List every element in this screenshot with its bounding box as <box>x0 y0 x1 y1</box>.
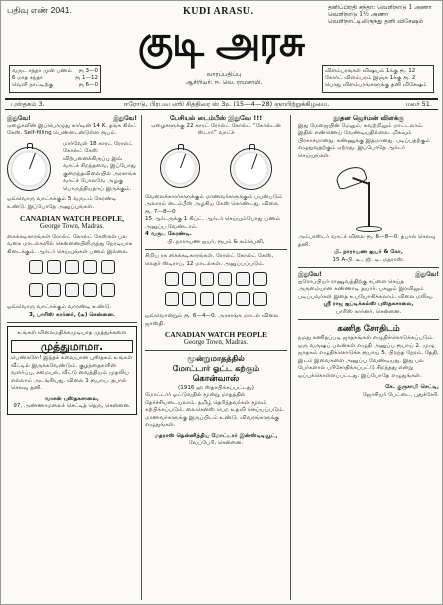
column-left <box>7 115 137 600</box>
lamp-base <box>356 226 382 232</box>
ad-rate-row: பொது விளம்பரங்களுக்கு தனி விசேஷம் <box>325 82 427 88</box>
ad-agent: 3, பாரிஸ் கார்னர், (டீ) சென்னை. <box>28 311 116 318</box>
ad-text: அம்பாஸ்டர் வாட்ச் விலை ரூ. 6—8—0. தபால் செலவு தனி. <box>298 234 436 248</box>
book-publisher: வாசன் புஸ்தகசாலை, <box>44 395 100 402</box>
single-copy-line: வெளிநாடு 1½ அணா <box>328 11 389 18</box>
ad-agent: பி. நாராயண ஐயர் & கோ, <box>334 249 403 255</box>
subscription-box <box>9 65 101 93</box>
lamp-illustration <box>334 162 404 232</box>
lamp-shade <box>333 163 367 190</box>
wristwatch-icon <box>182 292 196 306</box>
wristwatch-icon <box>182 272 196 286</box>
subscription-label: வருட சந்தா முன் பணம் <box>12 68 72 74</box>
astrology-text: நமது கணிதப்படி ஜாதகங்கள் எழுதிக்கொடுக்கப்படும். ஒரு வருஷப் பலன்கள் எழுதி அனுப்ப ரூபாய் 2. முழு ஜாதகம் எழுதிக்கொடுக்க ரூபாய் 5. பிறந்த நேரம், தேதி, இடம் இவைகளை அனுப்ப வேண்டியது. இது பல பேர்களால் பரிசோதிக்கப்பட்டு சிறந்தது என்று ஒப்புக்கொள்ளப்பட்டது. இப்போதே எழுதுங்கள். <box>298 335 439 379</box>
company-name: CANADIAN WATCH PEOPLE, <box>19 214 125 223</box>
subscription-row <box>12 82 98 89</box>
masthead <box>111 19 331 69</box>
wristwatch-icon <box>253 272 267 286</box>
ad-text: இது மேஜையின் மேலும், சுவற்றிலும் மாட்டலாம். இதில் எண்ணெய் வேண்டியதில்லை. மிகவும் பிரகாசமானது. கண்ணுக்கு இதமானது. படிப்பதற்கும் எழுதுவதற்கும் ஏற்றது. இப்போதே ஆர்டர் செய்யுங்கள். <box>298 122 430 159</box>
wristwatch-icon <box>65 283 79 297</box>
ad-agent: பி. நாராயண ஐயர், ரூபம் & கம்பெனி, <box>167 238 265 245</box>
ad-text: ஒவ்வொரு வாட்சுக்கும் 5 வருடம் கேரண்டி உண்டு. இப்போதே அனுப்புங்கள். <box>7 196 117 210</box>
watch-illustration <box>7 141 59 195</box>
english-title: KUDI ARASU. <box>183 5 254 17</box>
astrologer-name: கே. குருசாமி செட்டி, <box>385 384 439 390</box>
company-address: George Town, Madras. <box>39 222 105 230</box>
wristwatch-row <box>7 282 137 302</box>
ad-rate-row: கோர்ட் விளம்பரம் இஞ்சு 1க்கு ரூ. 2 <box>325 75 416 81</box>
subscription-price: ரூ 6—0 <box>78 82 98 88</box>
column-divider <box>7 322 137 323</box>
wristwatch-icon <box>236 272 250 286</box>
ad-agent-address: 15 A-பி. டீ., ஜி. டி. மதராஸ். <box>332 256 405 263</box>
column-right <box>295 115 439 600</box>
astrology-heading: கணித சோதிடம் <box>337 324 400 334</box>
wristwatch-icon <box>101 283 115 297</box>
watch-ad-body <box>7 141 137 195</box>
book-title: முத்துமாமா. <box>11 340 133 354</box>
book-ad-text: பெண்களே! இந்தச் சுவையான புஸ்தகம் உங்கள் வீட்டில் இருக்கவேண்டும். குழந்தைகளின் வளர்ப்பு, சமையல், வீட்டு வைத்தியம் முதலிய எல்லாம் அடங்கியது. விலை 1 ரூபாய். தபால் செலவு தனி. <box>11 355 133 391</box>
subscription-row <box>12 68 98 75</box>
ad-heading: இதுவே! <box>415 271 439 278</box>
ad-heading: இதுவே! <box>7 115 31 122</box>
wristwatch-icon <box>200 272 214 286</box>
wristwatch-icon <box>218 272 232 286</box>
single-copy-rates <box>328 4 436 25</box>
volume-number: புஸ்தகம் 3. <box>11 100 45 108</box>
wristwatch-icon <box>253 292 267 306</box>
editor-line: ஆசிரியர்: ஈ. வெ. ராமசாமி. <box>185 79 263 86</box>
ad-agent: ஸ்ரீ ராஜ ஐப்டிக்கல்ஸ் புஸ்தகசாலை, <box>323 301 414 307</box>
ad-text: வேலைக்காரர்களுக்கும் மாணவர்களுக்கும் பயன்படும் அலாரம் டைம்பீஸ் அழகிய கேஸ் கொண்டது. விலை ரூ. 7—8—0 <box>145 193 283 215</box>
top-line <box>5 4 438 25</box>
issue-number: மலர் 51. <box>405 100 432 108</box>
dateline <box>5 98 438 110</box>
ad-text: 15 ஆர்டருக்கு 1 கிப்ட். ஆர்டர் செய்யும்போது பணம் அனுப்ப வேண்டாம். <box>145 216 281 230</box>
edition-type: வாரப்பதிப்பு <box>206 71 242 78</box>
alarm-clock-icon <box>160 148 200 188</box>
column-divider <box>298 267 439 268</box>
wristwatch-icon <box>29 260 43 274</box>
school-heading: மோட்டார் ஓட்ட கற்கும் <box>172 363 260 373</box>
edition-info <box>161 71 287 87</box>
school-heading: மூன்றுமாதத்தில் <box>187 353 245 363</box>
subscription-price: ரூ 1—12 <box>75 75 98 81</box>
ad-text: ஒவ்வொரு வாட்சுக்கும் வாரண்டி உண்டு. <box>7 304 112 310</box>
subscription-label: வெளி நாட்டிற்கு <box>12 82 54 88</box>
wristwatch-icon <box>165 272 179 286</box>
lamp-stem <box>368 182 370 227</box>
wristwatch-icon <box>47 283 61 297</box>
ad-heading: இதுவே! <box>113 115 137 122</box>
subscription-price: ரூ 3—0 <box>78 68 98 74</box>
registration-number: பதிவு எண் 2041. <box>7 5 72 15</box>
ad-text: 4 வருட கேரண்டி. <box>145 231 192 237</box>
clock-illustrations <box>145 142 287 190</box>
ad-rates-box <box>322 65 434 93</box>
column-divider <box>145 249 287 250</box>
ad-text: சிறிய ரக கைக்கடிகாரங்கள், ரோல்ட் கோல்ட் கேஸ், லெதர் ஸ்டிராப், 12 மாடல்கள். அனுப்பப்படும். <box>145 253 274 267</box>
ad-rate-row: விளம்பரங்கள் விஷயம் 1க்கு ரூ. 12 <box>325 68 416 74</box>
column-divider <box>298 319 439 320</box>
wristwatch-grid <box>145 271 287 310</box>
column-divider <box>145 350 287 351</box>
single-copy-line: வெளிநாட்டிலிருந்து தனி விசேஷம் <box>328 18 424 25</box>
wristwatch-icon <box>65 260 79 274</box>
wristwatch-icon <box>29 283 43 297</box>
wristwatch-icon <box>47 260 61 274</box>
ad-heading: நூதன ஜெர்மன் விளக்கு <box>333 115 404 122</box>
ad-text: ஐரோப்பியர் ராணுவத்திற்கு சப்ளை செய்த அருமையான கண்ணாடி தயார். பகலும் இரவிலும் படிப்பவர்கள் இதை உபயோகிக்கலாம். விலை மலிவு. <box>298 278 434 300</box>
school-address: வேப்பேரி, சென்னை. <box>188 440 244 446</box>
subscription-row <box>12 75 98 82</box>
ad-text: மார்வேள் 18 காரட் ரோல்ட் கோல்ட் கேஸ் விற்பனைக்கிருப்பு இவ் வாட்ச் சிறந்தவை, இப்போது குறைந்தவிலையில் அரசாங்க வாட்ச் போலவே அழகு பொருந்தியதாய் இருக்கும். <box>63 140 137 192</box>
single-copy-line: தனிப்பிரதி சந்தா: வெளிநாடு 1 அணா <box>328 4 432 11</box>
wristwatch-icon <box>165 292 179 306</box>
ad-agent-address: பாரிஸ் கார்னர், சென்னை. <box>335 308 402 315</box>
subscription-label: 6 மாத சந்தா <box>12 75 43 81</box>
book-ad <box>7 326 137 415</box>
pocket-watch-icon <box>7 147 51 191</box>
ad-heading: இதுவே! <box>298 271 322 278</box>
issue-date: ஈரோடு, பிரபவ ஸூ சித்திரை ஸ் 3உ (15—4—28) ஞாயிற்றுக்கிழமை. <box>123 100 330 108</box>
astrologer-address: ஜோசியர் பேட்டை, புதுச்சேரி. <box>362 391 439 398</box>
ad-text: ஒவ்வொன்றும் ரூ. 6—4—0. அரசாங்க மாடல் விலை ஜாஸ்தி. <box>145 313 279 327</box>
school-text: மோட்டார் ஓட்டுவதில் மூன்று மாதத்தில் தேர்ச்சியடையலாம். தமிழ் தெரிந்தவர்கள் மூலம் கற்பிக்கப்படும். லைசென்ஸ் பெற உதவி செய்யப்படும். மாணவர்களுக்கு இருப்பிடம் உண்டு. விவரங்களுக்கு எழுதுங்கள். <box>145 392 285 428</box>
wristwatch-icon <box>101 260 115 274</box>
ad-text: கைக்கடிகாரங்கள் ரோல்ட் கோல்ட் கேஸ்கள் பல வகை மாடல்களில் சென்னையிலிருந்து நேரடியாக கிடைக்கும். ஆர்டர் செய்யுங்கள் பணம் இல்லை. <box>7 233 133 255</box>
pocket-watch-icon <box>230 148 272 190</box>
school-year: (1916 ஹ ஸ்தாபிக்கப்பட்டது) <box>178 384 254 391</box>
ad-heading-row <box>7 115 137 123</box>
column-middle <box>141 115 291 600</box>
ad-heading: பேசியல் டைம்பீஸ் இதுவே !!! <box>169 115 263 122</box>
school-heading: கொன்வாஸ் <box>192 373 240 384</box>
ad-heading-row <box>298 271 439 279</box>
wristwatch-icon <box>236 292 250 306</box>
company-name: CANADIAN WATCH PEOPLE <box>164 330 268 339</box>
wristwatch-icon <box>218 292 232 306</box>
ad-subheading: ஏழைகளுக்கு 22 காரட் ரோல்ட் கோல்ட் “கோல்டன் ஸ்டார்” வாட்ச் <box>151 122 281 136</box>
school-name: மதராஸ் தென்னிந்திய மோட்டார் இன்ஸ்டிடியூட், <box>154 432 278 439</box>
wristwatch-icon <box>83 283 97 297</box>
wristwatch-icon <box>83 260 97 274</box>
company-address: George Town, Madras. <box>183 338 249 346</box>
wristwatch-icon <box>200 292 214 306</box>
wristwatch-row <box>7 259 137 279</box>
ad-text: ஏழைகளின் இப்பொழுது கார்டின் 14 K. தங்க கில்ட் கேஸ். Self-filling பெண்டைன்டுள்ள ரூபம். <box>7 122 137 136</box>
masthead-title: குடி அரசு <box>137 17 305 66</box>
book-publisher-address: 97, அண்ணாமலைச் செட்டித் தெரு, சென்னை. <box>13 403 131 409</box>
book-ad-intro: உங்கள் விலைமதிக்கமுடியாத முத்துக்களை <box>17 330 127 336</box>
